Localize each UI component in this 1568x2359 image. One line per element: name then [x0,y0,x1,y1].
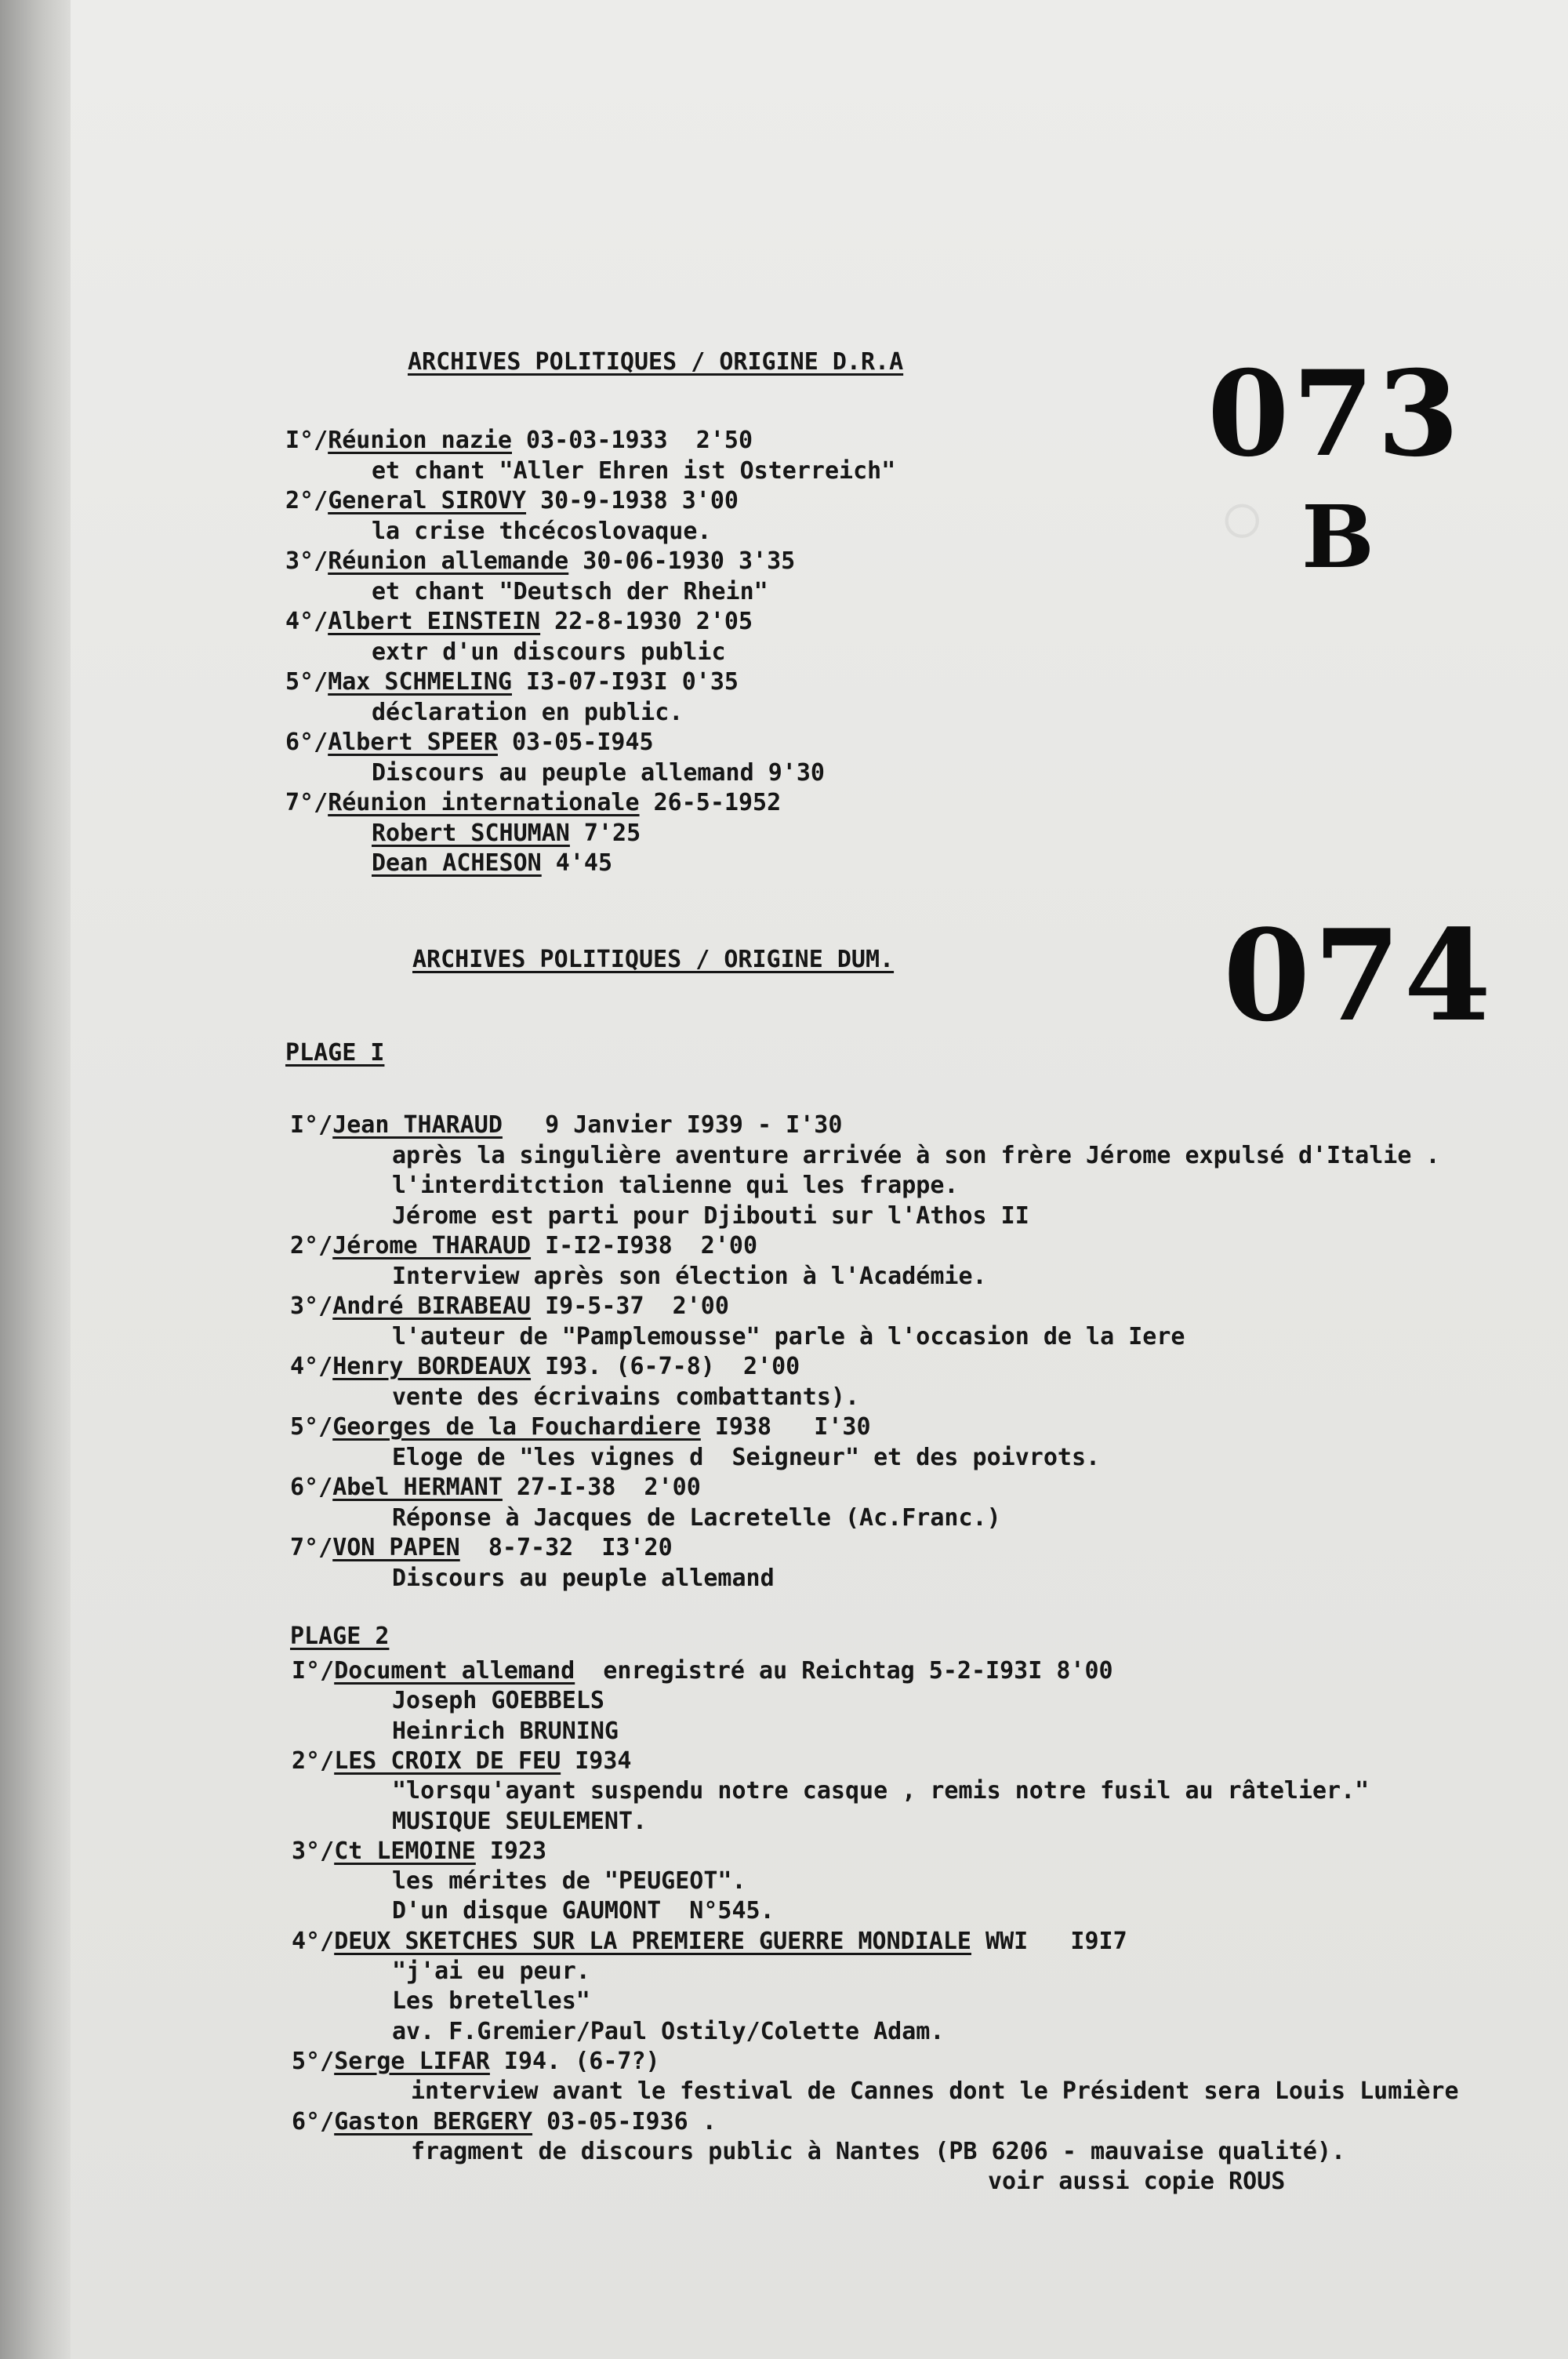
entry-line [290,1352,800,1382]
entry-number: 4°/ [292,1927,335,1955]
entry-text: extr d'un discours public [372,638,726,666]
entry-text: voir aussi copie ROUS [988,2168,1286,2196]
entry-detail: 27-I-38 2'00 [502,1474,701,1501]
entry-number: 5°/ [285,668,328,696]
entry-line [372,849,612,878]
entry-name: LES CROIX DE FEU [334,1747,561,1775]
plage-2-label: PLAGE 2 [290,1623,390,1650]
entry-line [285,426,753,456]
entry-name: Jérome THARAUD [332,1232,532,1259]
entry-name: Henry BORDEAUX [332,1353,532,1380]
entry-name: Dean ACHESON [372,849,542,877]
entry-number: 7°/ [285,789,328,816]
entry-text: déclaration en public. [372,698,684,726]
entry-number: 4°/ [290,1353,333,1380]
entry-detail: 4'45 [541,849,613,877]
entry-number: 6°/ [292,2107,335,2135]
entry-number: 2°/ [290,1232,333,1259]
entry-name: Réunion allemande [328,547,569,575]
entry-text: et chant "Aller Ehren ist Osterreich" [372,456,896,485]
entry-name: Robert SCHUMAN [372,819,570,847]
entry-detail: 03-05-I936 . [532,2107,717,2135]
entry-text: Réponse à Jacques de Lacretelle (Ac.Franc.) [392,1503,1001,1532]
entry-detail: WWI I9I7 [971,1927,1127,1955]
entry-line [290,1110,842,1140]
entry-text: l'interditction talienne qui les frappe. [392,1172,959,1199]
entry-name: Jean THARAUD [332,1111,503,1139]
entry-name: Réunion nazie [328,427,512,454]
stamp-number-073: 073 [1207,345,1463,483]
entry-text: et chant "Deutsch der Rhein" [372,577,768,605]
entry-text: Interview après son élection à l'Académie. [392,1262,987,1290]
entry-text: l'auteur de "Pamplemousse" parle à l'occasion de la Iere [392,1322,1185,1350]
entry-line [392,1776,1369,1806]
entry-number: 3°/ [285,547,328,575]
entry-line [392,1383,859,1412]
entry-number: 6°/ [290,1474,333,1501]
entry-number: 6°/ [285,729,328,756]
entry-number: 2°/ [292,1747,335,1775]
plage-1-label: PLAGE I [285,1039,385,1067]
entry-number: I°/ [292,1657,335,1685]
entry-name: André BIRABEAU [332,1292,532,1320]
stamp-letter-b: B [1301,486,1377,587]
entry-text: Joseph GOEBBELS [392,1687,604,1715]
entry-line [292,1747,631,1776]
entry-line [290,1292,729,1321]
entry-number: I°/ [290,1111,333,1139]
entry-number: 3°/ [290,1292,333,1320]
entry-number: I°/ [285,427,328,454]
section-heading-dra: ARCHIVES POLITIQUES / ORIGINE D.R.A [408,348,904,376]
entry-line [411,2137,1345,2167]
entry-detail: I9-5-37 2'00 [531,1292,729,1320]
entry-line [392,1807,647,1837]
entry-name: Abel HERMANT [332,1474,503,1501]
bleed-through-mark: ◦ [1207,455,1277,593]
entry-text: Eloge de "les vignes d Seigneur" et des poivrots. [392,1443,1101,1471]
entry-text: D'un disque GAUMONT N°545. [392,1897,775,1925]
entry-line [372,638,726,667]
entry-line [290,1473,701,1503]
entry-line [392,1262,987,1292]
entry-name: Document allemand [334,1657,575,1685]
entry-line [285,667,739,697]
entry-number: 4°/ [285,608,328,635]
entry-line [285,486,739,516]
entry-text: après la singulière aventure arrivée à son frère Jérome expulsé d'Italie . [392,1141,1440,1169]
entry-line [392,1443,1100,1473]
entry-detail: 30-9-1938 3'00 [526,487,739,514]
entry-line [392,1503,1001,1533]
entry-line [292,2047,660,2077]
entry-text: Heinrich BRUNING [392,1717,619,1745]
entry-line [392,1957,590,1986]
entry-number: 5°/ [290,1413,333,1441]
entry-text: "lorsqu'ayant suspendu notre casque , remis notre fusil au râtelier." [392,1777,1370,1805]
entry-name: DEUX SKETCHES SUR LA PREMIERE GUERRE MONDIALE [334,1927,971,1955]
entry-detail: 30-06-1930 3'35 [568,547,796,575]
entry-name: VON PAPEN [332,1534,460,1561]
entry-text: "j'ai eu peur. [392,1957,590,1985]
entry-text: Discours au peuple allemand [392,1564,775,1592]
entry-line [372,819,641,849]
entry-detail: 03-05-I945 [497,729,654,756]
entry-detail: 26-5-1952 [639,789,782,816]
entry-line [392,2017,944,2047]
entry-line [411,2077,1459,2106]
entry-detail: 7'25 [569,819,641,847]
section-heading-dum: ARCHIVES POLITIQUES / ORIGINE DUM. [412,946,895,973]
entry-line [292,2107,717,2137]
entry-detail: 9 Janvier I939 - I'30 [502,1111,843,1139]
entry-line [372,577,768,607]
entry-number: 5°/ [292,2047,335,2075]
entry-line [988,2167,1285,2197]
entry-line [372,456,895,486]
entry-line [392,1171,958,1201]
entry-detail: I3-07-I93I 0'35 [512,668,739,696]
entry-line [392,1564,775,1594]
entry-name: Max SCHMELING [328,668,512,696]
entry-name: Serge LIFAR [334,2047,490,2075]
entry-line [290,1231,757,1261]
entry-detail: I934 [561,1747,632,1775]
entry-name: Georges de la Fouchardiere [332,1413,701,1441]
entry-line [392,1141,1440,1171]
entry-line [392,1322,1185,1352]
entry-line [285,547,795,576]
entry-detail: I-I2-I938 2'00 [531,1232,758,1259]
entry-line [372,698,683,728]
entry-number: 3°/ [292,1837,335,1865]
entry-line [372,517,711,547]
entry-name: General SIROVY [328,487,527,514]
entry-text: interview avant le festival de Cannes dont le Président sera Louis Lumière [411,2077,1459,2106]
entry-text: av. F.Gremier/Paul Ostily/Colette Adam. [392,2017,945,2045]
entry-line [372,758,825,788]
binder-edge [0,0,71,2359]
entry-line [292,1656,1113,1686]
entry-text: Discours au peuple allemand 9'30 [372,758,825,787]
entry-line [290,1412,871,1442]
entry-detail: I93. (6-7-8) 2'00 [531,1353,800,1380]
entry-text: fragment de discours public à Nantes (PB 6206 - mauvaise qualité). [411,2137,1346,2165]
entry-text: MUSIQUE SEULEMENT. [392,1807,648,1835]
entry-detail: I938 I'30 [700,1413,871,1441]
entry-name: Réunion internationale [328,789,640,816]
entry-name: Albert EINSTEIN [328,608,541,635]
entry-line [292,1837,546,1866]
entry-line [290,1533,673,1563]
entry-detail: enregistré au Reichtag 5-2-I93I 8'00 [575,1657,1113,1685]
entry-line [292,1927,1127,1957]
entry-line [285,788,781,818]
entry-text: Jérome est parti pour Djibouti sur l'Athos II [392,1201,1029,1230]
entry-name: Ct LEMOINE [334,1837,476,1865]
entry-line [392,1986,590,2016]
entry-detail: I923 [475,1837,547,1865]
entry-detail: 03-03-1933 2'50 [512,427,753,454]
entry-line [392,1201,1029,1231]
entry-line [392,1686,604,1716]
entry-number: 7°/ [290,1534,333,1561]
entry-line [392,1717,619,1747]
entry-detail: 22-8-1930 2'05 [540,608,753,635]
entry-text: vente des écrivains combattants). [392,1383,860,1411]
entry-name: Gaston BERGERY [334,2107,533,2135]
entry-line [285,607,753,637]
entry-line [285,728,654,758]
stamp-number-074: 074 [1223,902,1494,1049]
entry-text: les mérites de "PEUGEOT". [392,1867,746,1896]
entry-text: Les bretelles" [392,1987,590,2016]
entry-number: 2°/ [285,487,328,514]
entry-line [392,1866,746,1896]
entry-detail: 8-7-32 I3'20 [459,1534,673,1561]
entry-name: Albert SPEER [328,729,498,756]
entry-text: la crise thcécoslovaque. [372,517,712,545]
entry-detail: I94. (6-7?) [489,2047,660,2075]
entry-line [392,1896,775,1926]
